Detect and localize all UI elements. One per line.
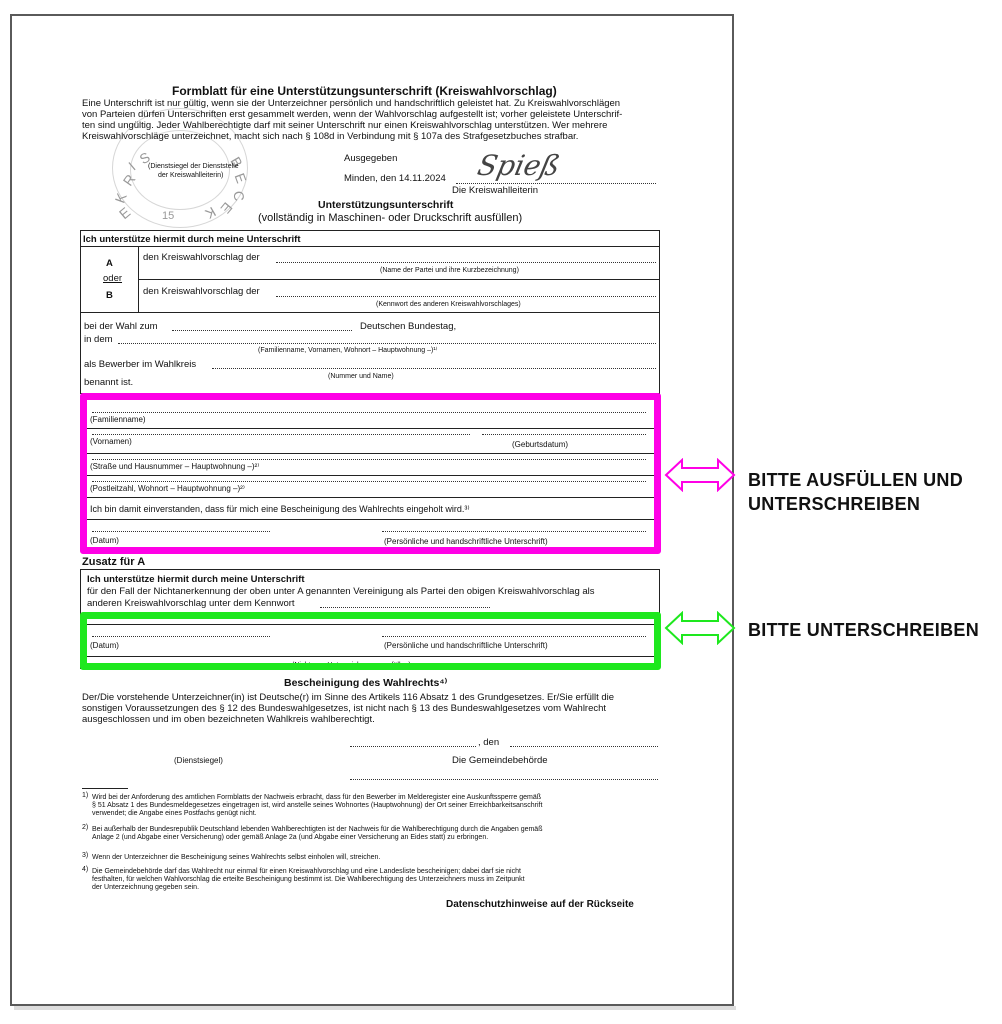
seal-caption: (Dienstsiegel der Dienststelle — [148, 163, 239, 170]
district-field[interactable] — [212, 368, 656, 369]
section-subtitle: (vollständig in Maschinen- oder Druckschrift ausfüllen) — [258, 212, 523, 224]
footnote-rule — [82, 788, 128, 789]
option-b: B — [106, 290, 113, 301]
form-title: Formblatt für eine Unterstützungsunterschrift (Kreiswahlvorschlag) — [172, 84, 557, 98]
cert-date-field[interactable] — [510, 746, 658, 747]
footnote-mark: 4) — [82, 866, 89, 873]
named-label: benannt ist. — [84, 377, 134, 388]
fill-and-sign-arrow-icon — [664, 458, 736, 492]
sign-highlight — [80, 612, 661, 670]
footnote-line: der Unterzeichnung gegeben sein. — [92, 884, 200, 891]
keyword-hint: (Kennwort des anderen Kreiswahlvorschlages) — [376, 301, 521, 308]
issued-label: Ausgegeben — [344, 153, 398, 164]
footnote-line: verwendet; die Angabe eines Postfachs genügt nicht. — [92, 810, 257, 817]
party-field[interactable] — [276, 262, 656, 263]
signature-line — [456, 183, 656, 184]
party-hint: (Name der Partei und ihre Kurzbezeichnung) — [380, 267, 519, 274]
postal-label: (Postleitzahl, Wohnort – Hauptwohnung –)²⁾ — [90, 484, 245, 493]
election-number-field[interactable] — [172, 330, 352, 331]
stamp-glyph: K — [202, 203, 219, 223]
intro-line: ten sind ungültig. Jeder Wahlberechtigte darf mit seiner Unterschrift nur einen Kreiswahlvorschlag unterstützen. Wer mehrere — [82, 120, 608, 131]
stamp-glyph: E — [217, 199, 236, 217]
issued-place-date: Minden, den 14.11.2024 — [344, 173, 446, 184]
support-heading: Ich unterstütze hiermit durch meine Unterschrift — [83, 234, 301, 245]
divider — [138, 279, 660, 280]
addendum-date-label: (Datum) — [90, 641, 119, 650]
divider — [80, 246, 660, 247]
district-hint: (Nummer und Name) — [328, 373, 394, 380]
official-seal-label: (Dienstsiegel) — [174, 756, 223, 765]
certificate-text: sonstigen Voraussetzungen des § 12 des Bundeswahlgesetzes, ist nicht nach § 13 des Bundeswahlgesetzes vom Wahlrecht — [82, 703, 607, 714]
election-prefix: bei der Wahl zum — [84, 321, 158, 332]
sign-label: BITTE UNTERSCHREIBEN — [748, 620, 980, 640]
footnote-line: Anlage 2 (und Abgabe einer Versicherung) oder gemäß Anlage 2a (und Abgabe einer Versicherung an Eides statt) zu erbringen. — [92, 834, 489, 841]
authority-label: Die Kreiswahlleiterin — [452, 185, 539, 196]
candidate-label: als Bewerber im Wahlkreis — [84, 359, 197, 370]
addendum-text: anderen Kreiswahlvorschlag unter dem Kennwort — [87, 598, 295, 609]
kreis-label-b: den Kreiswahlvorschlag der — [143, 286, 260, 297]
footnote-mark: 1) — [82, 792, 89, 799]
surname-label: (Familienname) — [90, 415, 146, 424]
keyword-field[interactable] — [276, 296, 656, 297]
stamp-glyph: R — [119, 171, 139, 189]
birthdate-label: (Geburtsdatum) — [512, 440, 569, 449]
footnote-line: § 51 Absatz 1 des Bundesmeldegesetzes eingetragen ist, wird anstelle seines Wohnortes (Hauptwohnung) der Ort seiner Erreichbarkeitsanschrift — [92, 802, 543, 809]
intro-line: Eine Unterschrift ist nur gültig, wenn sie der Unterzeichner persönlich und handschriftlich geleistet hat. Zu Kreiswahlvorschlägen — [82, 98, 621, 109]
option-a: A — [106, 258, 113, 269]
stamp-glyph: I — [125, 158, 139, 174]
certificate-text: ausgeschlossen und im oben bezeichneten Wahlkreis wahlberechtigt. — [82, 714, 375, 725]
cert-place-field[interactable] — [350, 746, 476, 747]
fill-and-sign-highlight — [80, 393, 661, 554]
fill-and-sign-label: BITTE AUSFÜLLEN UND — [748, 470, 964, 490]
stamp-glyph: E — [115, 203, 134, 223]
not-for-signer-note: (Nicht vom Unterzeichner auszufüllen) — [292, 662, 411, 669]
municipality-signature-field[interactable] — [350, 779, 658, 780]
certificate-text: Der/Die vorstehende Unterzeichner(in) ist Deutsche(r) im Sinne des Artikels 116 Absatz 1 des Grundgesetzes. Er/Sie erfüllt die — [82, 692, 615, 703]
footnote-mark: 2) — [82, 824, 89, 831]
candidate-person-field[interactable] — [118, 343, 656, 344]
divider — [80, 312, 660, 313]
addendum-heading: Ich unterstütze hiermit durch meine Unterschrift — [87, 574, 305, 585]
footnote-line: Wenn der Unterzeichner die Bescheinigung seines Wahlrechts selbst einholen will, streichen. — [92, 854, 381, 861]
stamp-glyph: C — [230, 190, 248, 202]
stamp-glyph: K — [111, 190, 130, 206]
election-suffix: Deutschen Bundestag, — [360, 321, 457, 332]
date-label: (Datum) — [90, 536, 119, 545]
stamp-glyph: S — [136, 148, 153, 168]
seal-caption: der Kreiswahlleiterin) — [158, 172, 224, 179]
intro-line: Kreiswahlvorschläge unterzeichnet, macht sich nach § 108d in Verbindung mit § 107a des Strafgesetzbuches strafbar. — [82, 131, 579, 142]
privacy-note: Datenschutzhinweise auf der Rückseite — [446, 899, 634, 910]
municipality-label: Die Gemeindebehörde — [452, 755, 548, 766]
in-dem: in dem — [84, 334, 113, 345]
consent-text: Ich bin damit einverstanden, dass für mich eine Bescheinigung des Wahlrechts eingeholt wird.³⁾ — [90, 504, 470, 514]
street-label: (Straße und Hausnummer – Hauptwohnung –)²⁾ — [90, 462, 260, 471]
certificate-title: Bescheinigung des Wahlrechts⁴⁾ — [284, 677, 448, 689]
footnote-mark: 3) — [82, 852, 89, 859]
kreis-label-a: den Kreiswahlvorschlag der — [143, 252, 260, 263]
footnote-line: Wird bei der Anforderung des amtlichen Formblatts der Nachweis erbracht, dass für den Bewerber im Melderegister eine Auskunftssperre gemäß — [92, 794, 541, 801]
sign-arrow-icon — [664, 611, 736, 645]
cert-den-label: , den — [478, 737, 500, 748]
person-hint: (Familienname, Vornamen, Wohnort – Hauptwohnung –)¹⁾ — [258, 347, 438, 354]
page-shadow — [14, 1006, 736, 1010]
stamp-glyph: 15 — [162, 210, 175, 222]
footnote-line: festhalten, für welchen Wahlvorschlag die erteilte Bescheinigung bestimmt ist. Die Wahlberechtigung des Unterzeichners muss im Zeitpunkt — [92, 876, 525, 883]
first-names-label: (Vornamen) — [90, 437, 132, 446]
section-title: Unterstützungsunterschrift — [318, 199, 454, 211]
stamp-glyph: B — [227, 153, 246, 171]
addendum-title: Zusatz für A — [82, 556, 146, 568]
addendum-text: für den Fall der Nichtanerkennung der oben unter A genannten Vereinigung als Partei den obigen Kreiswahlvorschlag als — [87, 586, 595, 597]
intro-line: von Parteien dürfen Unterschriften erst gesammelt werden, wenn der Wahlvorschlag aufgestellt ist; vorher geleistete Unterschrif- — [82, 109, 623, 120]
footnote-line: Die Gemeindebehörde darf das Wahlrecht nur einmal für einen Kreiswahlvorschlag und eine Landesliste bescheinigen; dabei darf sie nicht — [92, 868, 521, 875]
signature-label: (Persönliche und handschriftliche Unterschrift) — [384, 537, 548, 546]
fill-and-sign-label: UNTERSCHREIBEN — [748, 494, 921, 514]
addendum-keyword-field[interactable] — [320, 607, 490, 608]
stamp-glyph: E — [231, 170, 250, 186]
footnote-line: Bei außerhalb der Bundesrepublik Deutschland lebenden Wahlberechtigten ist der Nachweis für die Wahlberechtigung durch die Angaben gemäß — [92, 826, 543, 833]
handwritten-signature: Spieß — [474, 149, 563, 182]
option-or: oder — [103, 273, 123, 284]
addendum-signature-label: (Persönliche und handschriftliche Unterschrift) — [384, 641, 548, 650]
